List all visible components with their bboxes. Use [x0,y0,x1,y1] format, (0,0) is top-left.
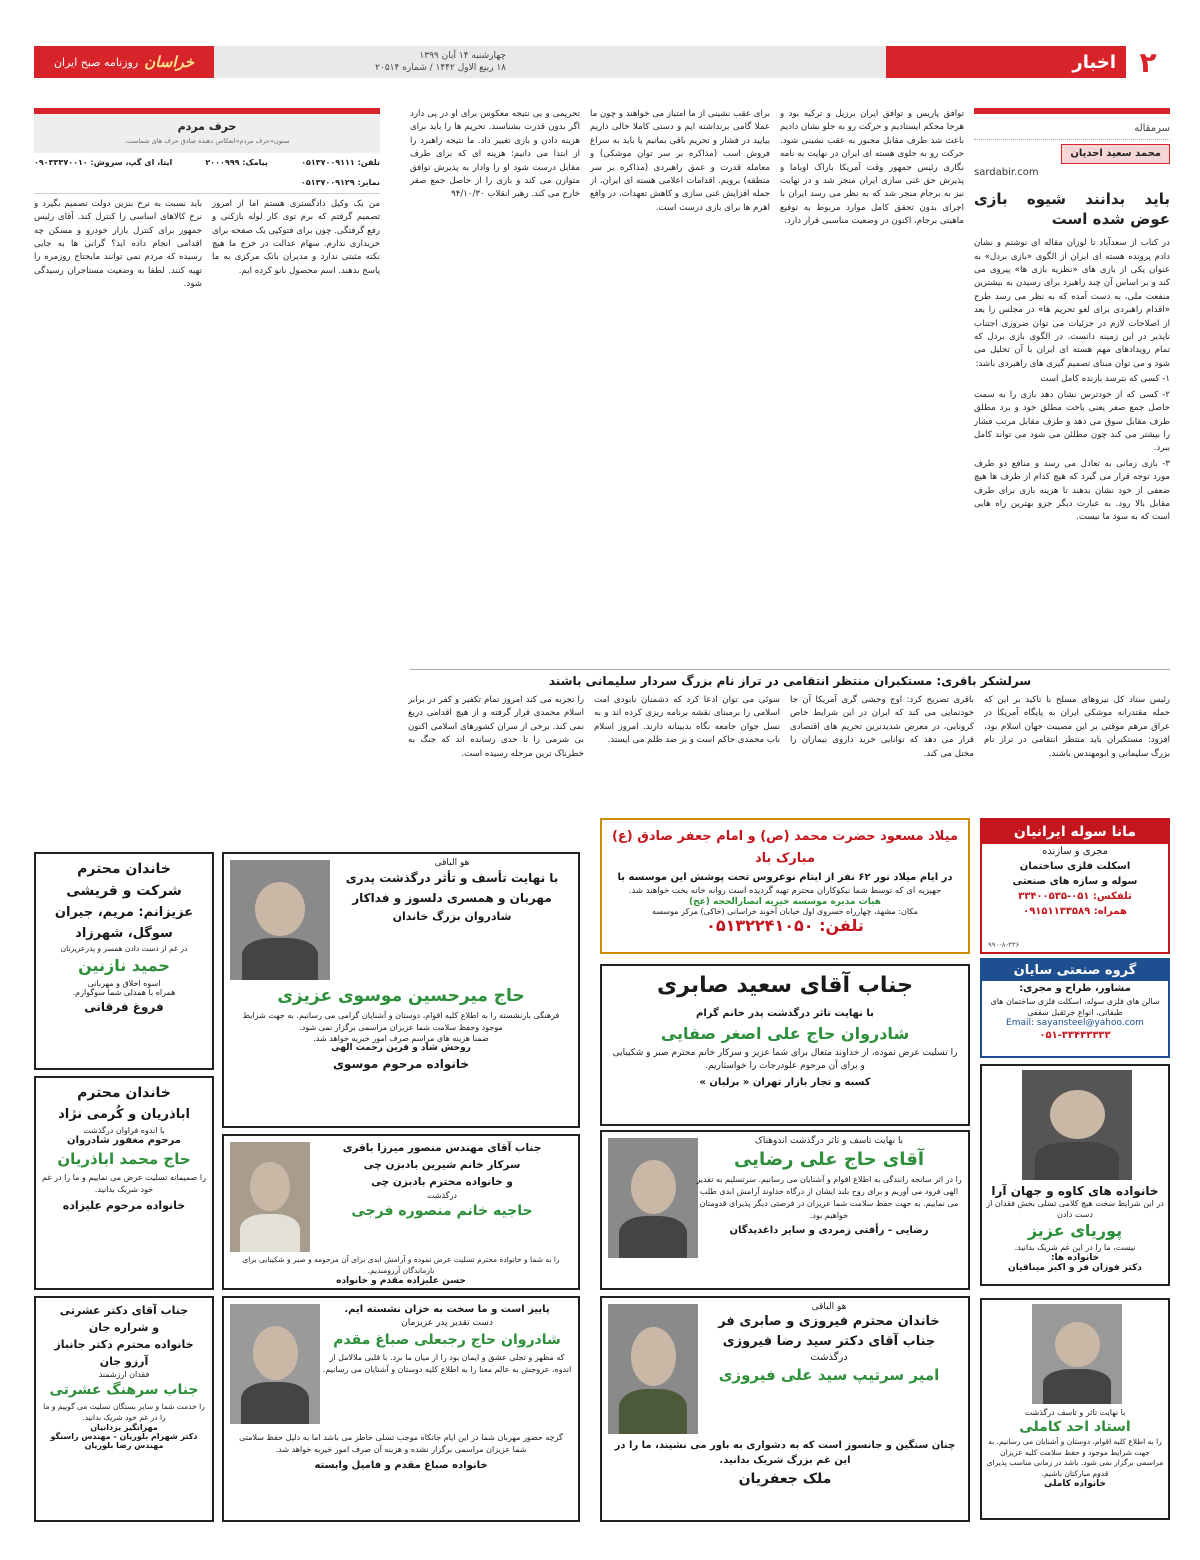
ad-line: شرکت و قریشی [66,883,182,899]
photo-face [631,1327,676,1386]
photo-body [240,1214,301,1253]
news-col-4: را تجربه می کند امروز تمام تکفیر و کفر در برابر اسلام محمدی قرار گرفته و از هیچ اقدامی دریغ نمی کند. برخی از سران کشورهای اسلامی اکنون بی شرمی را تا حدی رسانده اند که جنگ به خطرناک ترین مرحله رسیده است. [408,695,584,759]
news-col-2: باقری تصریح کرد: اوج وحشی گری آمریکا آن جا خودنمایی می کند که ایران در این شرایط خاص کرونایی، در معرض شدیدترین تحریم های اقتصادی قرار می دهد که توانایی خرید داروی بیماران را مختل می کند. [790,695,974,759]
ad-kaveh [980,1064,1170,1286]
portrait-photo [1032,1304,1122,1404]
ad-name: حمید نازنین [78,956,170,975]
ad-mobarak [600,818,970,954]
portrait-photo [230,1142,310,1252]
date-line-2: ۱۸ ربیع الاول ۱۴۴۲ / شماره ۲۰۵۱۴ [375,63,506,73]
photo-body [242,938,318,980]
ad-line: خاندان محترم فیروزی و صابری فر [718,1314,940,1329]
ad-body: را به شما و خانواده محترم تسلیت عرض نموده و آرامش ابدی برای آن مرحومه و صبر و شکیبایی برای بازماندگان آرزومندیم. [242,1255,560,1275]
ad-nazanin [34,852,214,1070]
ad-name: شادروان حاج رجبعلی صباغ مقدم [333,1332,561,1348]
ad-title: خانواده های کاوه و جهان آرا [991,1184,1159,1198]
portrait-photo [230,860,330,980]
ad-footer: فروغ فرقانی [84,1000,164,1014]
ad-line: مشاور، طراح و مجری: [1019,983,1131,994]
ad-line: درگذشت [810,1352,848,1363]
ad-azizi [222,852,580,1128]
ad-footer: خانواده صباغ مقدم و فامیل وابسته [314,1460,488,1471]
ad-footer: خانواده مرحوم موسوی [332,1057,470,1071]
ad-line: با اندوه فراوان درگذشت [83,1126,165,1135]
ad-line: ضمنا هزینه های مراسم صرف امور خیریه خواهد شد. [313,1034,489,1043]
ad-footer: خانواده کاملی [1043,1479,1106,1489]
article-text: تحریمی و بی نتیجه معکوس برای او در پی دارد اگر بدون قدرت بشناسند. تحریم ها را باید برای هزینه دادن و بازی تغییر داد. ما نتیجه راهبرد را از ابتدا می دانیم: هزینه ای که برای طرف مقابل درست شود او را وادار به پذیرش توافق متوازن می کند و بازی را از حاصل جمع صفر خارج می کند. رهبر انقلاب ۹۴/۱۰/۳۰ [410,109,580,200]
ad-line: با نهایت تاسف و تاثر درگذشت اندوهناک [754,1136,904,1146]
ad-line: مهربان و همسری دلسوز و فداکار [352,891,552,905]
ad-line: شادروان بزرگ خاندان [392,910,512,923]
readers-contacts [34,153,380,194]
ad-line: مرحوم مغفور شادروان [67,1135,181,1146]
ad-line: درگذشت [427,1191,457,1200]
ad-line: و شراره جان [88,1321,160,1334]
article-text: برای عقب نشینی از ما امتیاز می خواهند و چون ما عملا گامی برنداشته ایم و دستی کاملا خالی داریم بیایید در فشار و تحریم باقی بمانیم یا باید به سراغ فروش اسب (مذاکره بر سر توان موشکی) و معامله قدرت و عمق راهبردی (مذاکره بر سر منطقه) برویم. اقدامات اعلامی هسته ای ایران، از جمله افزایش غنی سازی و کاهش تعهدات، در واقع اهرم ها برای بازی درست است. [590,109,770,213]
ad-brand: مانا سوله ایرانیان [982,820,1168,844]
section-title: اخبار [886,46,1126,78]
editorial-column [974,108,1170,664]
ad-footer: مهندس رضا بلوریان [84,1441,164,1450]
ad-title: میلاد مسعود حضرت محمد (ص) و امام جعفر صادق (ع) مبارک باد [611,829,959,866]
ad-line: نیست، ما را در این غم شریک بدانید. [1014,1243,1136,1252]
photo-body [619,1216,687,1258]
ad-body: گرچه حضور مهربان شما در این ایام جانکاه موجب تسلی خاطر می باشد اما به دلیل حفظ سلامتی شما عزیزان مراسمی برگزار نشده و هزینه آن صرف امور خیریه خواهد شد. [239,1433,563,1454]
page-header [34,46,1170,78]
ad-code: ۹۹۰-۸-۳۳۶ [988,941,1020,949]
news-headline: سرلشکر باقری: مستکبران منتظر انتقامی در تراز نام بزرگ سردار سلیمانی باشند [410,669,1170,691]
editorial-paragraph: ۱- کسی که بترسد بازنده کامل است [1040,374,1170,385]
ad-footer: ملک جعفریان [738,1471,832,1487]
ad-line: هو الباقی [434,858,470,868]
ad-line: جناب آقای دکتر عشرتی [59,1304,189,1317]
portrait-photo [230,1304,320,1424]
ad-line: و خانواده محترم بادبزن چی [371,1176,513,1188]
ad-line: عزیزانم: مریم، جیران [54,905,194,920]
photo-face [1055,1322,1100,1367]
portrait-photo [1022,1070,1132,1180]
ad-name: آقای حاج علی رضایی [733,1149,925,1170]
ad-line: جناب آقای مهندس منصور میرزا باقری [342,1142,542,1154]
ad-line: سوله و سازه های صنعتی [1012,876,1138,887]
editorial-paragraph: ۲- کسی که از خودترس نشان دهد بازی را به سمت حاصل جمع صفر یعنی باخت مطلق خود و برد مطلق طرف مقابل سوق می دهد و طرف مقابل مرتب فشار را بیشتر می کند چون مطلئن می شود می تواند کامل ببرد. [974,389,1170,454]
ad-footer: کسبه و تجار بازار تهران « برلیان » [699,1077,871,1088]
portrait-photo [608,1138,698,1258]
ad-body: را به اطلاع کلیه اقوام، دوستان و آشنایان می رسانیم. به جهت شرایط موجود و حفظ سلامت کلیه عزیزان مراسمی برگزار نمی شود. باشد در زمانی مناسب پذیرای قدوم مبارکتان باشیم. [986,1437,1164,1478]
ad-name: حاج میرحسین موسوی عزیزی [277,986,525,1006]
portrait-photo [608,1304,698,1434]
news-col-3: سوئی می توان ادعا کرد که دشمنان نابودی امت اسلامی را برمبنای نقشه برنامه ریزی کرده اند و به نسل جوان جامعه نگاه بدبینانه دارند. امروز اسلام ناب محمدی حاکم است و بر ضد ظلم می ایستد. [594,695,780,746]
ad-line: آرزو جان [99,1355,149,1368]
ad-email: Email: sayansteel@yahoo.com [1006,1018,1144,1028]
article-column-1 [780,108,964,664]
contact-phone: تلفن: ۰۵۱۳۷۰۰۹۱۱۱ [301,157,380,167]
ad-line: اباذریان و کُرمی نژاد [58,1107,190,1122]
ad-line: اسوه اخلاق و مهربانی [87,979,161,988]
brand-logo: خراسان [144,53,195,71]
ad-name: استاد احد کاملی [1019,1419,1131,1435]
ad-name: حاج محمد اباذریان [57,1150,191,1168]
editorial-title: باید بدانند شیوه بازی عوض شده است [974,190,1170,229]
ad-name: حاجیه خانم منصوره فرجی [351,1203,533,1219]
editorial-site: sardabir.com [974,166,1039,178]
ad-phone: تلفن: ۰۵۱۳۲۲۴۱۰۵۰ [706,916,864,935]
photo-face [631,1160,676,1214]
photo-face [253,1326,298,1380]
brand-block [34,46,214,78]
photo-face [250,1162,290,1212]
ad-line: سوگل، شهرزاد [75,926,173,941]
date-line-1: چهارشنبه ۱۴ آبان ۱۳۹۹ [419,51,506,61]
ad-line: روحش شاد و قرین رحمت الهی [331,1043,471,1053]
editorial-author: محمد سعید احدیان [1061,144,1170,163]
ad-saberi [600,964,970,1126]
ad-body: را تسلیت عرض نموده، از خداوند متعال برای شما عزیز و سرکار خانم محترم صبر و شکیبایی و برای آن مرحوم علودرجات را خواستاریم. [612,1048,958,1071]
ad-line: خانواده محترم دکتر جانباز [54,1338,194,1351]
ad-body: را در اثر سانحه رانندگی به اطلاع اقوام و آشنایان می رسانیم. سرتسلیم به تقدیر الهی فرود می آوریم و برای روح بلند ایشان از درگاه خداوند آرامش ابدی طلب می نماییم. به جهت حفظ سلامت شما عزیزان در فرصتی دیگر پذیرای قدومتان خواهیم بود. [696,1175,962,1220]
readers-title: حرف مردم [34,114,380,135]
ad-name: شادروان حاج علی اصغر صفایی [660,1024,910,1043]
ad-body: را صمیمانه تسلیت عرض می نماییم و ما را در غم خود شریک بدانید. [42,1173,206,1194]
ad-line: سرکار خانم شیرین بادبزن چی [363,1159,521,1171]
ad-phone: همراه: ۰۹۱۵۱۱۳۳۵۸۹ [1023,906,1127,917]
ad-name: پوریای عزیز [1027,1221,1123,1240]
article-column-3 [410,108,580,664]
ad-address: مکان: مشهد، چهارراه خسروی اول خیابان آخوند خراسانی (خاکی) مرکز موسسه [651,907,918,916]
ad-line: اسکلت فلزی ساختمان [1019,861,1131,872]
photo-body [1043,1369,1111,1404]
ad-line: سالن های فلزی سوله، اسکلت فلزی ساختمان های طبقاتی، انواع جرثقیل سقفی [990,997,1160,1017]
ad-line: مجری و سازنده [1042,846,1108,857]
ad-line: در ایام میلاد نور ۶۲ نفر از ایتام نوعروس تحت پوشش این موسسه با [617,872,953,883]
readers-column [34,108,380,824]
ad-line: هیات مدیره موسسه خیریه انصارالحجه (عج) [689,897,881,907]
ad-title: جناب آقای سعید صابری [657,973,913,998]
page-number: ۲ [1139,45,1157,79]
contact-sms: پیامک: ۲۰۰۰۹۹۹ [205,157,268,167]
photo-body [619,1389,687,1435]
ad-footer: دکتر فوزان فر و اکبر میناقیان [1008,1263,1142,1273]
photo-face [1050,1090,1105,1140]
article-column-2 [590,108,770,664]
ad-line: با نهایت تاثر و تاسف درگذشت [1024,1408,1126,1417]
ad-body: فرهنگی بازنشسته را به اطلاع کلیه اقوام، دوستان و آشنایان گرامی می رسانیم. به جهت شرایط موجود وحفظ سلامت شما عزیزان مراسمی برگزار نمی شود. [242,1011,560,1032]
ad-name: امیر سرتیپ سید علی فیروزی [718,1366,940,1384]
photo-face [255,882,305,936]
ad-eshrati [34,1296,214,1522]
ad-phone: تلفکس: ۰۵۱-۳۳۴۰۰۵۳۵ [1018,891,1132,902]
ad-body: که مظهر و تجلی عشق و ایمان بود را از میان ما برد. با قلبی ملالامل از اندوه، عروجش به عالم معنا را به اطلاع کلیه دوستان و آشنایان می رسانیم. [322,1353,572,1374]
ad-footer: خانواده مرحوم علیزاده [62,1199,186,1212]
ad-kameli [980,1298,1170,1520]
ad-line: پاییز است و ما سخت به خزان نشسته ایم. [344,1304,550,1315]
ad-line: خاندان محترم [77,1085,171,1101]
ad-footer: خانواده ها: [1050,1253,1100,1263]
ad-line: در این شرایط سخت هیچ کلامی تسلی بخش فقدان از دست دادن [986,1199,1164,1219]
ad-footer: حسن علیزاده مقدم و خانواده [336,1276,466,1286]
ad-line: هو الباقی [811,1302,847,1312]
ad-rezaei [600,1130,970,1290]
ad-line: دست تقدیر پدر عزیزمان [401,1318,493,1328]
ad-line: همراه با همدلی شما سوگوارم. [72,988,176,997]
ad-footer: دکتر شهرام بلوریان - مهندس راسنگو [50,1432,198,1441]
brand-text: روزنامه صبح ایران [53,55,139,69]
ad-brand: گروه صنعتی سایان [982,960,1168,981]
ad-line: در غم از دست دادن همسر و پدرعزیزتان [60,944,188,953]
ad-body: را خدمت شما و سایر بستگان تسلیت می گوییم و ما را در غم خود شریک بدانید. [43,1402,205,1422]
header-band [514,46,886,78]
ad-line: خاندان محترم [77,861,171,877]
readers-text-b: باید نسبت به نرخ بنزین دولت تصمیم بگیرد و نرخ کالاهای اساسی را کنترل کند. آقای رئیس جمهور برای کنترل بازار خودرو و مسکن چه اقدامی انجام داده اید؟ گرانی ها به جایی رسیده که مردم نمی توانند مایحتاج روزمره را تهیه کنند. لطفا به وضعیت مستاجران رسیدگی شود. [34,198,202,290]
ad-line: مهرانگیز یزدانیان [90,1423,158,1432]
ad-firouzi [600,1296,970,1522]
ad-line: با نهایت تأسف و تأثر درگذشت پدری [345,871,559,885]
ad-body: چنان سنگین و جانسوز است که به دشواری به باور می نشیند، ما را در این غم بزرگ شریک بدانید. [614,1440,956,1466]
contact-fax: نمابر: ۰۵۱۳۷۰۰۹۱۲۹ [300,177,380,187]
news-col-1: رئیس ستاد کل نیروهای مسلح با تاکید بر این که حمله مقتدرانه موشکی ایران به پایگاه آمریکا در عراق مرهم موقتی بر این مصیبت جهان اسلام بود، افزود: مستکبران باید منتظر انتقامی در تراز نام بزرگ سلیمانی و ابومهندس باشند. [984,695,1170,759]
article-text: توافق پاریس و توافق ایران برزیل و ترکیه بود و هرجا محکم ایستادیم و حرکت رو به جلو نشان دادیم باعث شد طرف مقابل مجبور به عقب نشینی شود. حرکت رو به جلوی هسته ای ایران در نهایت به نامه نگاری رئیس جمهور وقت آمریکا باراک اوباما و پذیرش حق غنی سازی ایران منجر شد و در نهایت نیز به برجام منجر شد که به نظر می رسد ایران با اجرای بدون تحقق کامل موارد مربوط به توقیع ماهیتی برجام، اکنون در وضعیت مناسبی قرار دارد. [780,109,964,227]
ad-abazarian [34,1076,214,1290]
ad-mana-soleh [980,818,1170,954]
readers-subtitle: ستون«حرف مردم»انعکاس دهنده صادق حرف های شماست. [34,135,380,152]
editorial-label: سرمقاله [974,114,1170,140]
ad-footer: رضایی - رأفتی زمردی و سایر داغدیدگان [729,1225,929,1236]
header-date [214,46,514,78]
ad-name: جناب سرهنگ عشرتی [49,1382,199,1398]
photo-body [1035,1142,1119,1181]
ad-line: جناب آقای دکتر سید رضا فیروزی [722,1334,936,1349]
contact-messenger: ایتا، ای گپ، سروش: ۰۹۰۳۳۳۷۰۰۱۰ [34,157,173,167]
ad-line: فقدان ارزشمند [98,1370,150,1379]
ad-phone: ۰۵۱-۳۳۴۳۳۳۳۳ [1039,1030,1111,1041]
ad-line: با نهایت تاثر درگذشت پدر خانم گرام [696,1008,874,1019]
ad-sayan [980,958,1170,1058]
ad-line: جهیزیه ای که توسط شما نیکوکاران محترم تهیه گردیده است روانه خانه بخت خواهند شد. [628,886,942,896]
editorial-paragraph: ۳- بازی زمانی به تعادل می رسد و منافع دو طرف مورد توجه قرار می گیرد که هیچ کدام از طرف ها هیچ ضعفی از خود نشان ندهند تا هزینه بازی برای طرف مقابل بالا رود. به عبارت دیگر جزو بهترین راه هایی است که به سود ما نیست. [974,458,1170,523]
photo-body [241,1382,309,1424]
editorial-paragraph: در کتاب از سعدآباد تا لوزان مقاله ای نوشتم و نشان دادم پرونده هسته ای ایران از الگوی «بازی بردل» به عنوان یکی از بازی های «نظریه بازی ها» پیروی می کند و بر اساس آن چند راهبرد برای رسیدن به بیشترین منفعت ملی، به دست آمده که به نظر می رسد طرح «اقدام راهبردی برای لغو تحریم ها» در مجلس را بعد از اصلاحات لازم در جزئیات می توان ضروری اجتناب ناپذیر در این زمینه دانست. در الگوی بازی بردل که تمام رویدادهای مهم هسته ای ایران با آن تحلیل می شود و می توان مبنای تصمیم گیری های راهبردی باشد: [974,238,1170,369]
readers-text-a: من یک وکیل دادگستری هستم اما از امروز تصمیم گرفتم که برم توی کار لوله بازکنی و رفع گرفتگی. چون برای فتوکپی یک صفحه برای خریداری ندارم. سهام عدالت در خرج ما هیچ نکته مثبتی ندارد و مدیران بانک مرکزی به ما پاسخ بدهند. اسم محصول نانو کرده ایم. [212,198,380,276]
ad-sabagh [222,1296,580,1522]
ad-bagheri [222,1134,580,1290]
